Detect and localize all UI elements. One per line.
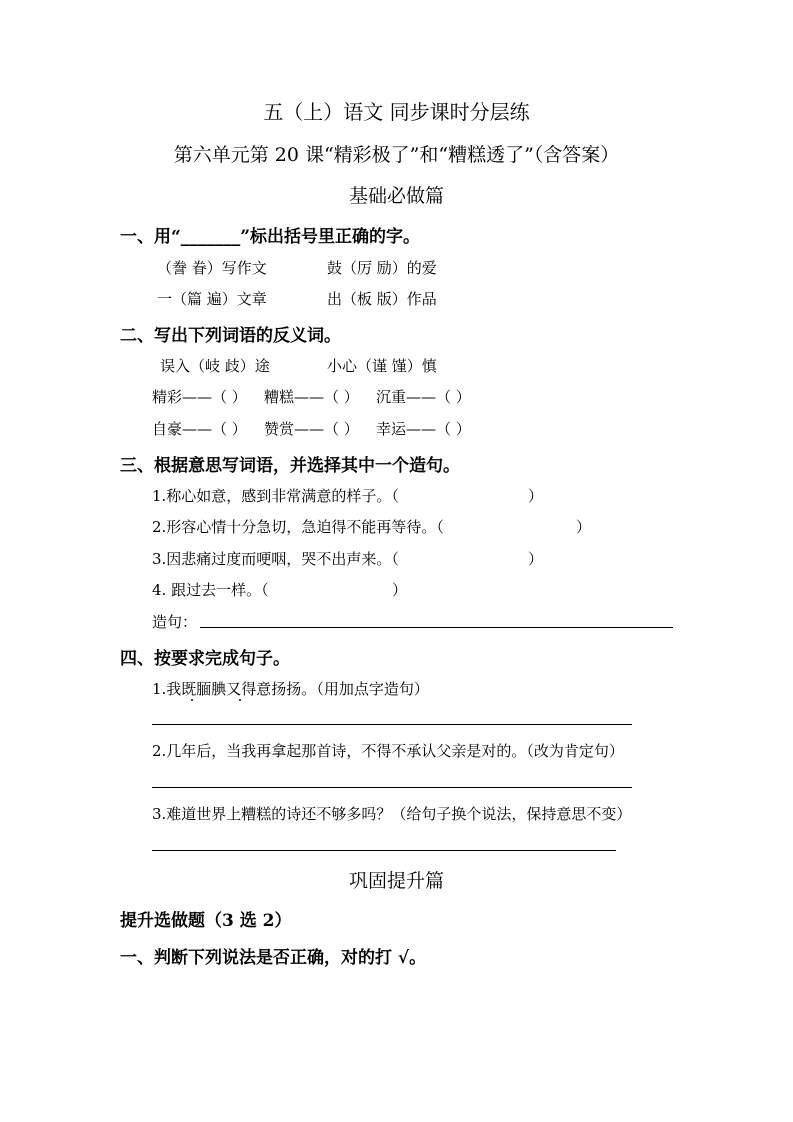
q3-item-1-close: ）: [528, 487, 544, 505]
q2-heading: 二、写出下列词语的反义词。: [120, 326, 341, 346]
section-basic-heading: 基础必做篇: [348, 185, 444, 207]
q3-item-2: 2.形容心情十分急切，急迫得不能再等待。（: [152, 518, 444, 536]
q2-antonym-5: 赞赏——（ ）: [264, 420, 359, 438]
page-subtitle: 第六单元第 20 课“精彩极了”和“糟糕透了”（含答案）: [173, 144, 620, 166]
q3-heading: 三、根据意思写词语，并选择其中一个造句。: [120, 456, 460, 476]
q2-antonym-6: 幸运——（ ）: [376, 420, 471, 438]
q1-item-4: 出（板 版）作品: [327, 290, 437, 308]
emphasis-dot-you: [239, 699, 241, 701]
page-title: 五（上）语文 同步课时分层练: [263, 100, 530, 124]
q2-antonym-1: 精彩——（ ）: [152, 388, 247, 406]
q1-heading-pre: 一、用“: [120, 227, 181, 247]
emphasis-dot-ji: [191, 699, 193, 701]
q3-item-1: 1.称心如意，感到非常满意的样子。（: [152, 487, 399, 505]
q2-item-1: 误入（岐 歧）途: [160, 357, 270, 375]
q3-item-4-close: ）: [392, 581, 408, 599]
advanced-label: 提升选做题（3 选 2）: [120, 911, 292, 931]
q2-antonym-4: 自豪——（ ）: [152, 420, 247, 438]
section-advanced-heading: 巩固提升篇: [348, 870, 444, 892]
q3-answer-line: [200, 627, 673, 628]
q2-antonym-3: 沉重——（ ）: [376, 388, 471, 406]
q3-item-2-close: ）: [576, 518, 592, 536]
q2-item-2: 小心（谨 馑）慎: [327, 357, 437, 375]
q4-item-3: 3.难道世界上糟糕的诗还不够多吗？（给句子换个说法，保持意思不变）: [152, 805, 632, 823]
q4-item-1: 1.我既腼腆又得意扬扬。（用加点字造句）: [152, 680, 429, 698]
q1-heading: [120, 222, 420, 247]
q3-item-3: 3.因悲痛过度而哽咽，哭不出声来。（: [152, 550, 399, 568]
q3-item-3-close: ）: [528, 550, 544, 568]
q1-heading-post: ”标出括号里正确的字。: [240, 227, 421, 247]
q4-answer-line-2: [152, 787, 632, 788]
q4-item-2: 2.几年后，当我再拿起那首诗，不得不承认父亲是对的。（改为肯定句）: [152, 742, 624, 760]
q1-item-1: （誊 眷）写作文: [157, 259, 267, 277]
q2-antonym-2: 糟糕——（ ）: [264, 388, 359, 406]
q3-make-sentence-label: 造句：: [152, 613, 198, 631]
q3-item-4: 4. 跟过去一样。（: [152, 581, 269, 599]
q4-answer-line-3: [152, 850, 616, 851]
adv-q1-heading: 一、判断下列说法是否正确，对的打 √。: [120, 948, 427, 968]
q4-answer-line-1: [152, 724, 632, 725]
q4-heading: 四、按要求完成句子。: [120, 649, 290, 669]
q1-heading-blank: _______: [180, 227, 241, 247]
q1-item-2: 鼓（厉 励）的爱: [327, 259, 437, 277]
q1-item-3: 一（篇 遍）文章: [157, 290, 267, 308]
